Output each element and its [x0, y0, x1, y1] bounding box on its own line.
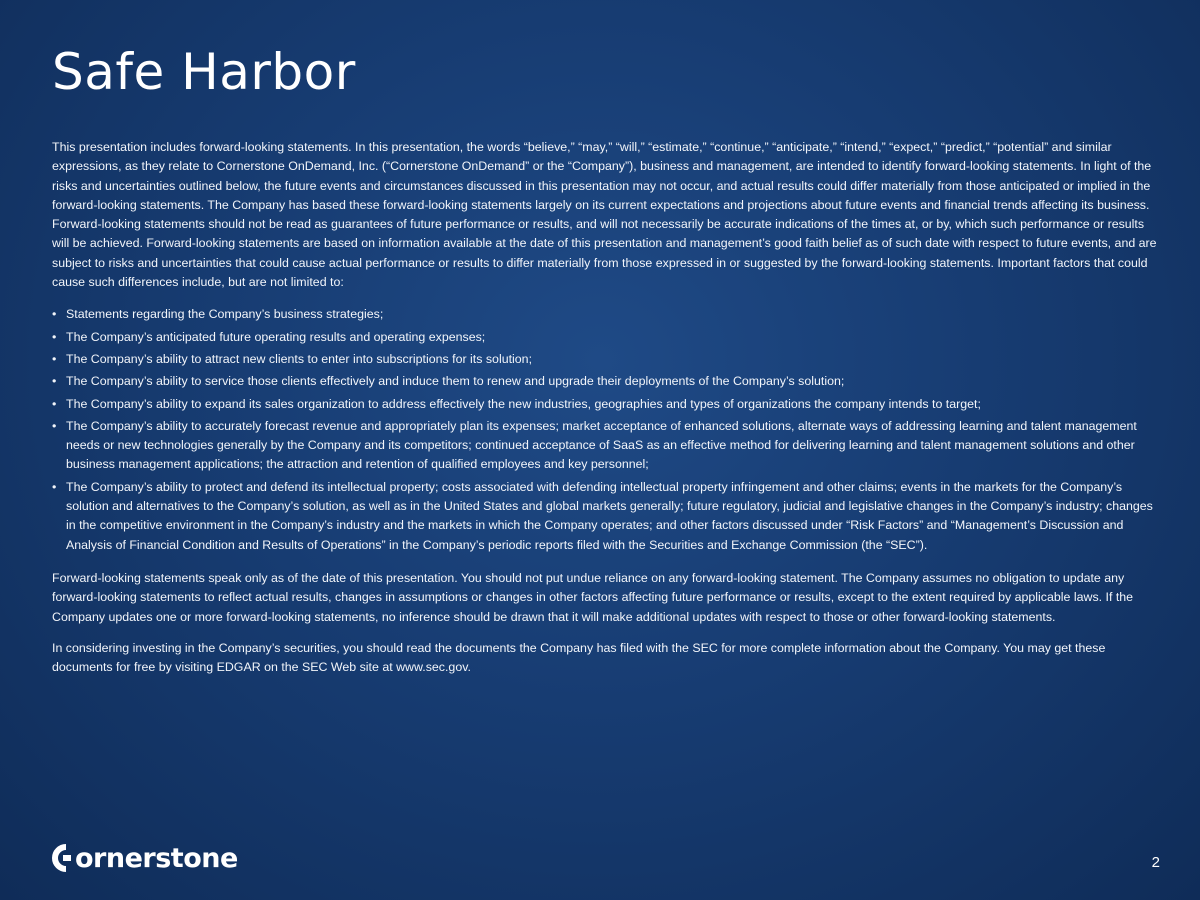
list-item [52, 478, 1157, 555]
bullet-icon: • [52, 479, 57, 494]
cornerstone-logo [48, 838, 238, 878]
intro-paragraph: This presentation includes forward-looking statements. In this presentation, the words “believe,” “may,” “will,” “estimate,” “continue,” “anticipate,” “intend,” “expect,” “predict,” “potential” and similar expressions, as they relate to Cornerstone OnDemand, Inc. (“Cornerstone OnDemand” or the “Company”), business and management, are intended to identify forward-looking statements. In light of the risks and uncertainties outlined below, the future events and circumstances discussed in this presentation may not occur, and actual results could differ materially from those anticipated or implied in the forward-looking statements. The Company has based these forward-looking statements largely on its current expectations and projections about future events and financial trends affecting its business. Forward-looking statements should not be read as guarantees of future performance or results, and will not necessarily be accurate indications of the times at, or by, which such performance or results will be achieved. Forward-looking statements are based on information available at the date of this presentation and management’s good faith belief as of such date with respect to future events, and are subject to risks and uncertainties that could cause actual performance or results to differ materially from those expressed in or suggested by the forward-looking statements. Important factors that could cause such differences include, but are not limited to: [52, 140, 1157, 290]
list-item-text: Statements regarding the Company’s business strategies; [66, 307, 384, 322]
bullet-icon: • [52, 418, 57, 433]
cornerstone-logo-icon [48, 843, 74, 873]
list-item-text: The Company’s ability to accurately forecast revenue and appropriately plan its expenses; market acceptance of enhanced solutions, alternate ways of addressing learning and talent management needs or new technologies generally by the Company and its competitors; continued acceptance of SaaS as an effective method for delivering learning and talent management solutions and other business management applications; the attraction and retention of qualified employees and key personnel; [66, 418, 1137, 472]
bullet-icon: • [52, 396, 57, 411]
bullet-icon: • [52, 329, 57, 344]
forward-looking-disclaimer-paragraph: Forward-looking statements speak only as of the date of this presentation. You should not put undue reliance on any forward-looking statement. The Company assumes no obligation to update any forward-looking statements to reflect actual results, changes in assumptions or changes in other factors affecting future performance or results, except to the extent required by applicable laws. If the Company updates one or more forward-looking statements, no inference should be drawn that it will make additional updates with respect to those or other forward-looking statements. [52, 570, 1134, 624]
slide-title: Safe Harbor [52, 43, 356, 101]
list-item [52, 350, 1157, 369]
page-number: 2 [1151, 854, 1160, 871]
bullet-icon: • [52, 307, 57, 322]
list-item-text: The Company’s ability to service those clients effectively and induce them to renew and upgrade their deployments of the Company’s solution; [66, 374, 845, 389]
bullet-icon: • [52, 374, 57, 389]
list-item-text: The Company’s anticipated future operating results and operating expenses; [66, 329, 486, 344]
list-item-text: The Company’s ability to protect and defend its intellectual property; costs associated with defending intellectual property infringement and other claims; events in the markets for the Company’s solution and alternatives to the Company’s solution, as well as in the United States and global markets generally; future regulatory, judicial and legislative changes in the Company’s industry; changes in the competitive environment in the Company’s industry and the markets in which the Company operates; and other factors discussed under “Risk Factors” and “Management’s Discussion and Analysis of Financial Condition and Results of Operations” in the Company’s periodic reports filed with the Securities and Exchange Commission (the “SEC”). [66, 479, 1153, 552]
list-item [52, 372, 1157, 391]
logo-wordmark: ornerstone [75, 842, 238, 874]
sec-filings-paragraph: In considering investing in the Company’s securities, you should read the documents the Company has filed with the SEC for more complete information about the Company. You may get these documents for free by visiting EDGAR on the SEC Web site at www.sec.gov. [52, 640, 1106, 675]
list-item [52, 305, 1157, 324]
list-item [52, 417, 1157, 475]
safe-harbor-body [52, 138, 1157, 677]
list-item-text: The Company’s ability to expand its sales organization to address effectively the new industries, geographies and types of organizations the company intends to target; [66, 396, 981, 411]
bullet-icon: • [52, 351, 57, 366]
list-item [52, 328, 1157, 347]
list-item-text: The Company’s ability to attract new clients to enter into subscriptions for its solution; [66, 351, 533, 366]
list-item [52, 395, 1157, 414]
risk-factor-list [52, 305, 1157, 555]
